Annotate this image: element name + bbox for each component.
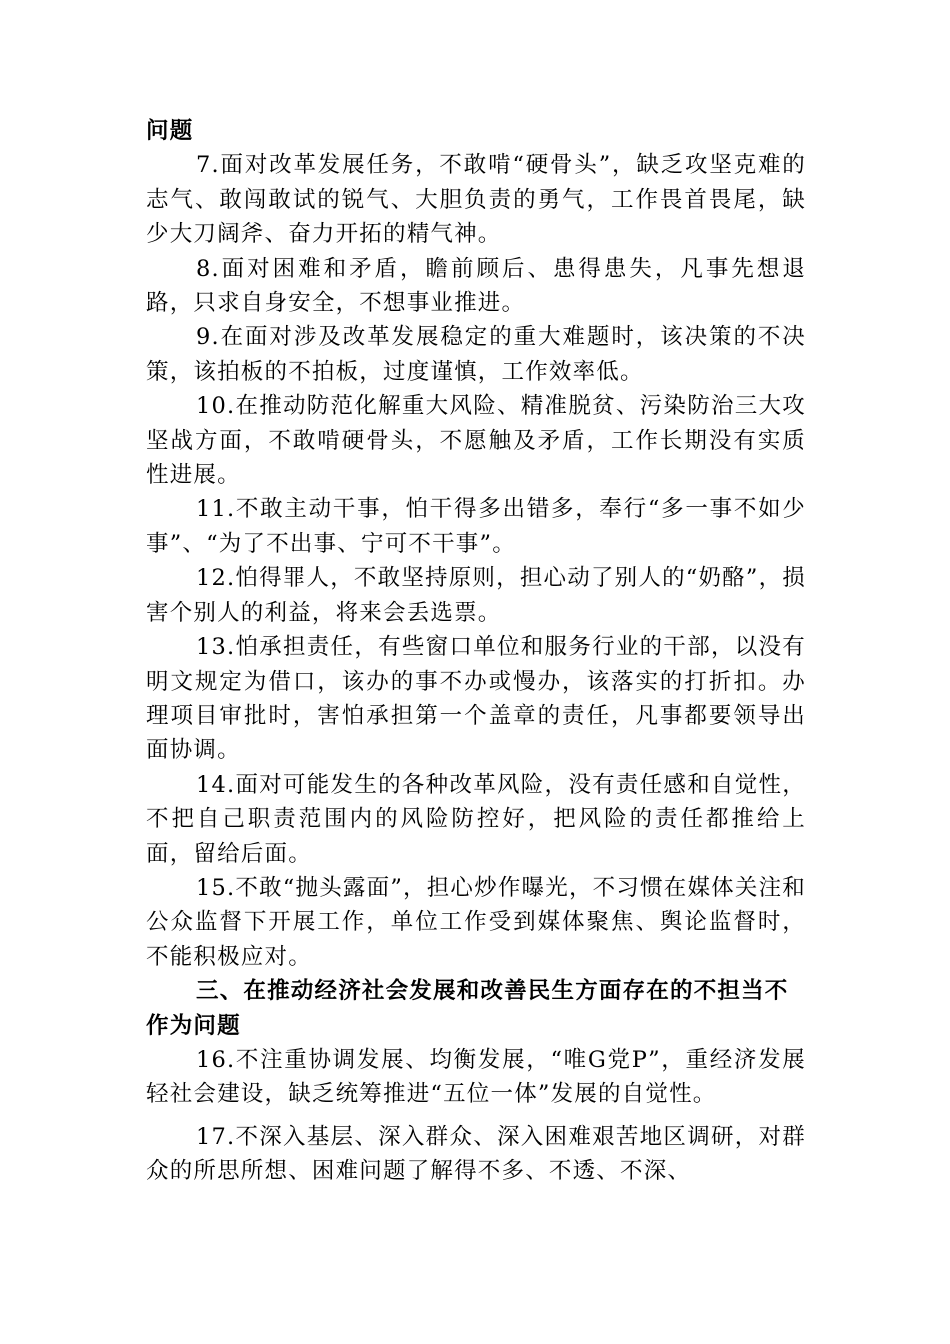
paragraph-16: 16.不注重协调发展、均衡发展，“唯G党P”，重经济发展轻社会建设，缺乏统筹推进“五位一体”发展的自觉性。 xyxy=(146,1046,806,1108)
document-page xyxy=(146,114,806,1189)
paragraph-14: 14.面对可能发生的各种改革风险，没有责任感和自觉性，不把自己职责范围内的风险防控好，把风险的责任都推给上面，留给后面。 xyxy=(146,771,806,867)
paragraph-15: 15.不敢“抛头露面”，担心炒作曝光，不习惯在媒体关注和公众监督下开展工作，单位工作受到媒体聚焦、舆论监督时，不能积极应对。 xyxy=(146,874,806,970)
paragraph-9: 9.在面对涉及改革发展稳定的重大难题时，该决策的不决策，该拍板的不拍板，过度谨慎，工作效率低。 xyxy=(146,324,806,385)
paragraph-12: 12.怕得罪人，不敢坚持原则，担心动了别人的“奶酪”，损害个别人的利益，将来会丢选票。 xyxy=(146,565,806,626)
paragraph-8: 8.面对困难和矛盾，瞻前顾后、患得患失，凡事先想退路，只求自身安全，不想事业推进。 xyxy=(146,255,806,317)
paragraph-17: 17.不深入基层、深入群众、深入困难艰苦地区调研，对群众的所思所想、困难问题了解得不多、不透、不深、 xyxy=(146,1123,806,1185)
lead-line: 问题 xyxy=(146,118,194,144)
paragraph-11: 11.不敢主动干事，怕干得多出错多，奉行“多一事不如少事”、“为了不出事、宁可不干事”。 xyxy=(146,496,806,557)
paragraph-7: 7.面对改革发展任务，不敢啃“硬骨头”，缺乏攻坚克难的志气、敢闯敢试的锐气、大胆负责的勇气，工作畏首畏尾，缺少大刀阔斧、奋力开拓的精气神。 xyxy=(146,152,806,248)
section-heading: 三、在推动经济社会发展和改善民生方面存在的不担当不作为问题 xyxy=(146,978,789,1039)
paragraph-10: 10.在推动防范化解重大风险、精准脱贫、污染防治三大攻坚战方面，不敢啃硬骨头，不愿触及矛盾，工作长期没有实质性进展。 xyxy=(146,393,806,489)
paragraph-13: 13.怕承担责任，有些窗口单位和服务行业的干部，以没有明文规定为借口，该办的事不办或慢办，该落实的打折扣。办理项目审批时，害怕承担第一个盖章的责任，凡事都要领导出面协调。 xyxy=(146,634,806,764)
